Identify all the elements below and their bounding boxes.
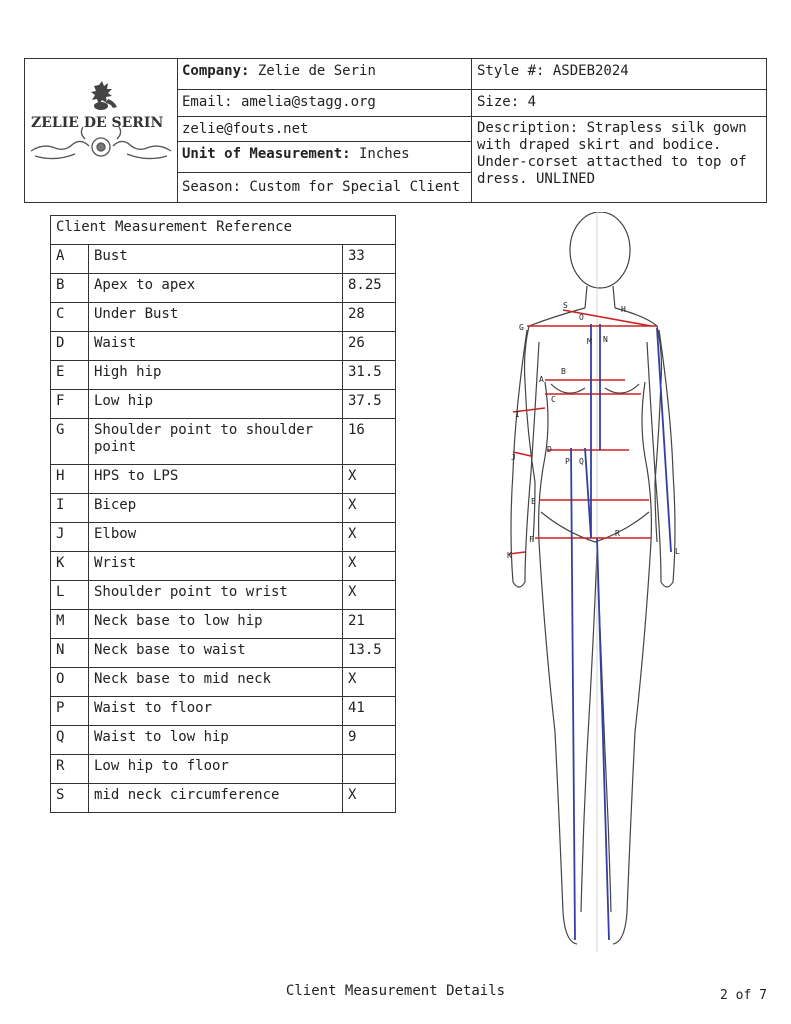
table-row (51, 697, 396, 726)
unit-value: Inches (350, 146, 410, 162)
row-value: 9 (343, 726, 396, 755)
row-label: Shoulder point to wrist (89, 581, 343, 610)
figure-point-labels (507, 301, 680, 560)
row-letter: E (51, 361, 89, 390)
email-primary: Email: amelia@stagg.org (182, 94, 376, 110)
row-label: Bust (89, 245, 343, 274)
figure-label: O (579, 313, 584, 322)
figure-label: Q (579, 457, 584, 466)
figure-label: F (529, 535, 534, 544)
page-number: 2 of 7 (720, 988, 767, 1003)
row-value: 21 (343, 610, 396, 639)
size-cell (472, 90, 766, 117)
row-letter: R (51, 755, 89, 784)
row-label: Wrist (89, 552, 343, 581)
row-value: X (343, 494, 396, 523)
row-letter: M (51, 610, 89, 639)
table-row (51, 581, 396, 610)
row-letter: N (51, 639, 89, 668)
row-label: HPS to LPS (89, 465, 343, 494)
company-value: Zelie de Serin (249, 63, 376, 79)
figure-label: K (507, 551, 512, 560)
row-letter: B (51, 274, 89, 303)
description-cell (472, 117, 766, 202)
row-label: Neck base to mid neck (89, 668, 343, 697)
figure-label: I (515, 410, 520, 419)
logo-emblem (25, 59, 177, 202)
season-text: Season: Custom for Special Client (182, 179, 461, 195)
row-value: X (343, 552, 396, 581)
vertical-measure-lines (571, 324, 671, 940)
table-row (51, 361, 396, 390)
row-value: X (343, 668, 396, 697)
page-footer-title: Client Measurement Details (285, 983, 506, 999)
row-value: X (343, 784, 396, 813)
unit-cell (177, 141, 472, 173)
row-letter: I (51, 494, 89, 523)
description-line: Description: Strapless silk gown (477, 120, 747, 136)
table-row (51, 784, 396, 813)
description-line: with draped skirt and bodice. (477, 137, 722, 153)
figure-label: C (551, 395, 556, 404)
row-letter: P (51, 697, 89, 726)
row-value: 41 (343, 697, 396, 726)
table-row (51, 332, 396, 361)
row-value: 31.5 (343, 361, 396, 390)
email-secondary: zelie@fouts.net (182, 121, 309, 137)
row-letter: L (51, 581, 89, 610)
row-label: Neck base to low hip (89, 610, 343, 639)
table-row (51, 726, 396, 755)
style-number: Style #: ASDEB2024 (477, 63, 629, 79)
row-letter: O (51, 668, 89, 697)
unit-label: Unit of Measurement: (182, 146, 351, 162)
logo-text: ZELIE DE SERIN (31, 115, 164, 131)
figure-label: S (563, 301, 568, 310)
row-label: Waist to floor (89, 697, 343, 726)
row-letter: K (51, 552, 89, 581)
figure-label: P (565, 457, 570, 466)
figure-label: J (511, 453, 516, 462)
spec-header (24, 58, 767, 203)
table-row (51, 523, 396, 552)
table-row (51, 465, 396, 494)
row-value (343, 755, 396, 784)
table-row (51, 494, 396, 523)
table-row (51, 639, 396, 668)
figure-label: G (519, 323, 524, 332)
figure-label: D (547, 445, 552, 454)
table-caption: Client Measurement Reference (51, 216, 396, 245)
email-secondary-cell (177, 117, 472, 141)
table-row (51, 390, 396, 419)
row-label: Bicep (89, 494, 343, 523)
row-value: 8.25 (343, 274, 396, 303)
row-label: Under Bust (89, 303, 343, 332)
row-value: 26 (343, 332, 396, 361)
table-row (51, 552, 396, 581)
table-row (51, 245, 396, 274)
figure-label: B (561, 367, 566, 376)
row-value: X (343, 581, 396, 610)
description-line: Under-corset attacthed to top of (477, 154, 747, 170)
row-label: Elbow (89, 523, 343, 552)
row-label: Neck base to waist (89, 639, 343, 668)
table-row (51, 610, 396, 639)
company-label: Company: (182, 63, 250, 79)
table-row (51, 419, 396, 465)
row-letter: H (51, 465, 89, 494)
table-row (51, 668, 396, 697)
row-letter: Q (51, 726, 89, 755)
row-value: 28 (343, 303, 396, 332)
description-line: dress. UNLINED (477, 171, 596, 187)
row-label: High hip (89, 361, 343, 390)
row-letter: D (51, 332, 89, 361)
row-value: X (343, 465, 396, 494)
row-value: X (343, 523, 396, 552)
table-caption-row (51, 216, 396, 245)
row-letter: G (51, 419, 89, 465)
row-value: 33 (343, 245, 396, 274)
row-letter: F (51, 390, 89, 419)
figure-label: R (615, 529, 620, 538)
table-row (51, 274, 396, 303)
row-label: Waist to low hip (89, 726, 343, 755)
row-label: mid neck circumference (89, 784, 343, 813)
figure-label: H (621, 305, 626, 314)
row-label: Apex to apex (89, 274, 343, 303)
company-cell (177, 59, 472, 90)
row-value: 13.5 (343, 639, 396, 668)
measurement-table (50, 215, 396, 813)
row-letter: S (51, 784, 89, 813)
horizontal-measure-lines (509, 310, 657, 554)
figure-label: E (531, 497, 536, 506)
table-row (51, 755, 396, 784)
figure-label: M (587, 337, 592, 346)
brand-logo (25, 59, 178, 202)
style-cell (472, 59, 766, 90)
row-letter: J (51, 523, 89, 552)
body-figure-diagram (505, 212, 685, 952)
row-letter: C (51, 303, 89, 332)
email-cell (177, 90, 472, 117)
season-cell (177, 173, 472, 202)
row-label: Low hip to floor (89, 755, 343, 784)
row-label: Low hip (89, 390, 343, 419)
figure-label: A (539, 375, 544, 384)
row-letter: A (51, 245, 89, 274)
table-row (51, 303, 396, 332)
row-value: 37.5 (343, 390, 396, 419)
size-text: Size: 4 (477, 94, 537, 110)
figure-label: L (675, 547, 680, 556)
figure-outline (511, 212, 675, 944)
row-label: Waist (89, 332, 343, 361)
row-label: Shoulder point to shoulder point (89, 419, 343, 465)
row-value: 16 (343, 419, 396, 465)
figure-label: N (603, 335, 608, 344)
